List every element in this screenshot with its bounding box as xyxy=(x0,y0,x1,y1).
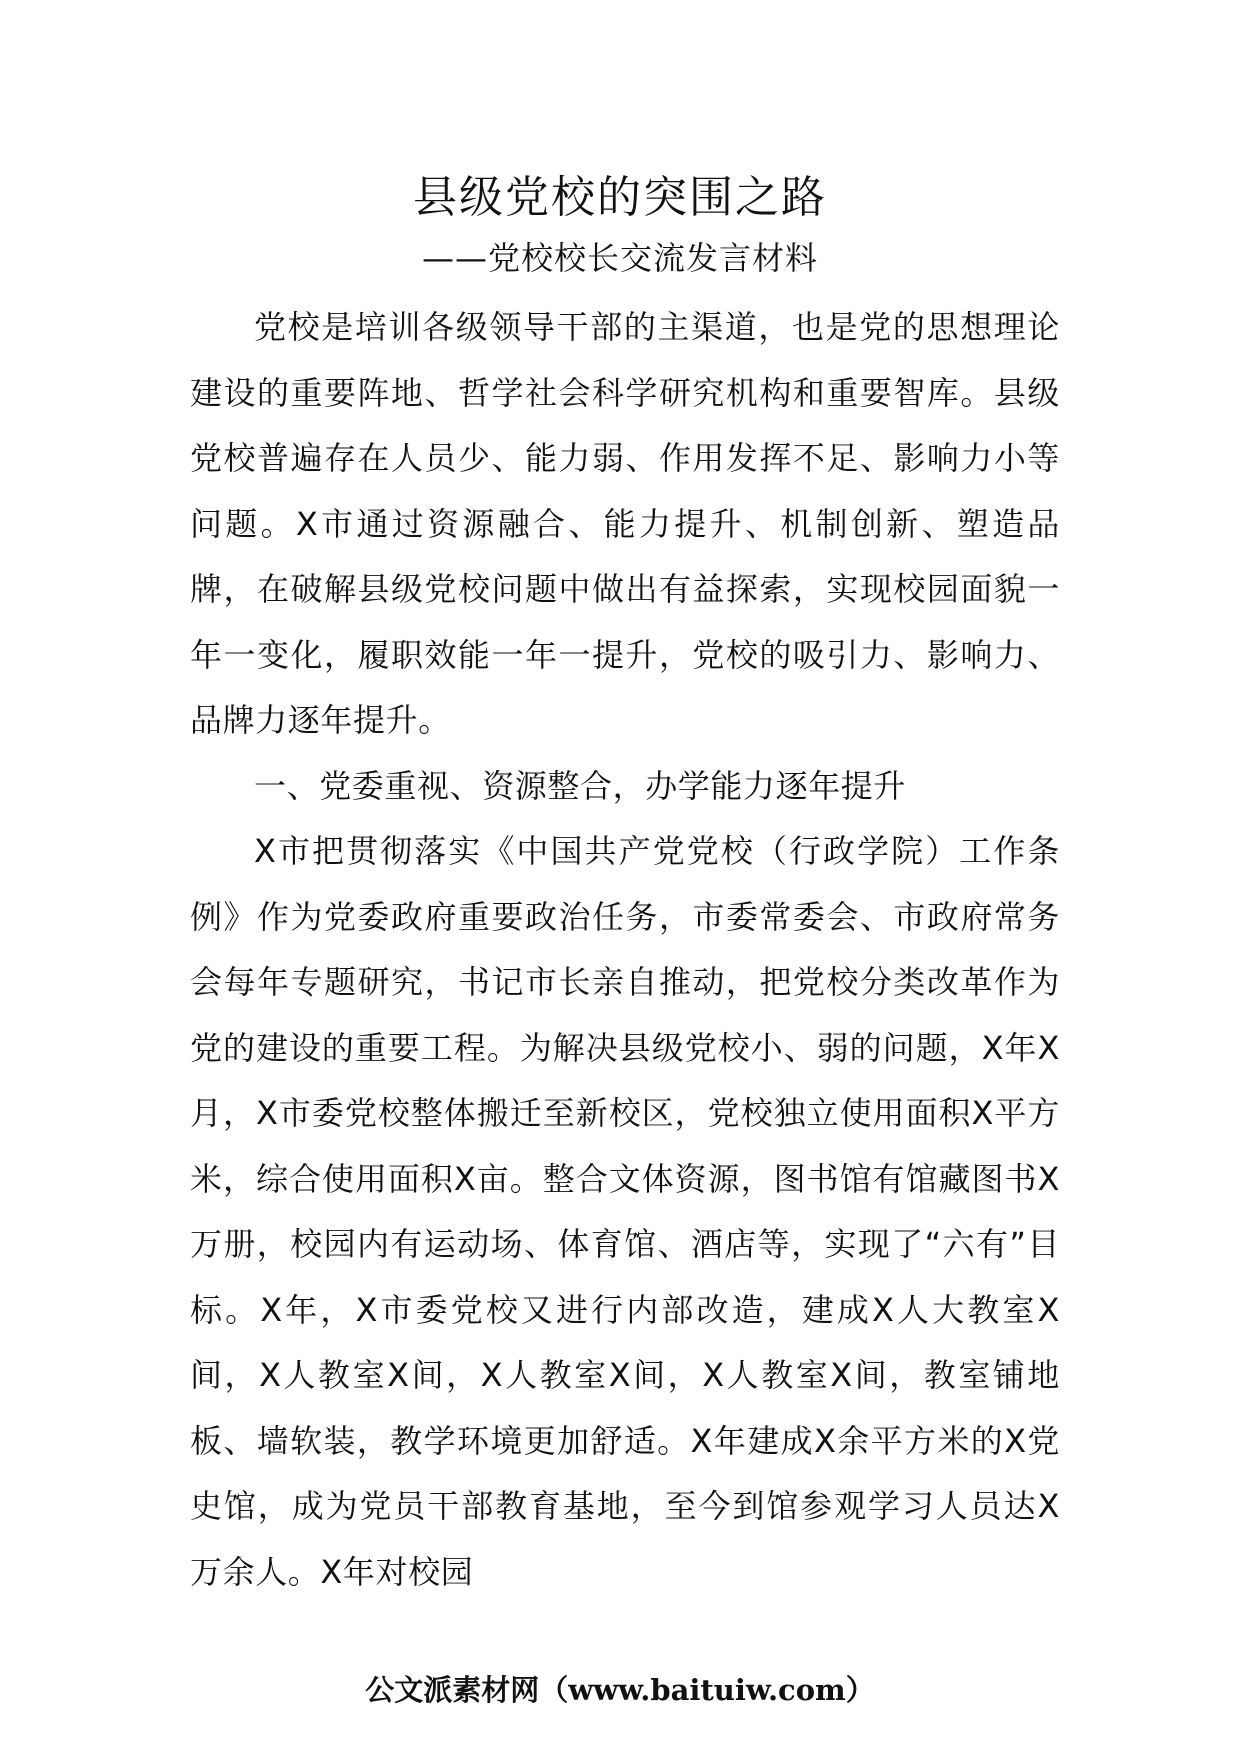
document-subtitle: ——党校校长交流发言材料 xyxy=(421,239,818,277)
footer-watermark: 公文派素材网（www.baituiw.com） xyxy=(365,1673,875,1707)
section-heading-1: 一、党委重视、资源整合，办学能力逐年提升 xyxy=(254,766,907,805)
document-body xyxy=(190,295,1060,1605)
paragraph-intro: 党校是培训各级领导干部的主渠道，也是党的思想理论建设的重要阵地、哲学社会科学研究机构和重要智库。县级党校普遍存在人员少、能力弱、作用发挥不足、影响力小等问题。X市通过资源融合、能力提升、机制创新、塑造品牌，在破解县级党校问题中做出有益探索，实现校园面貌一年一变化，履职效能一年一提升，党校的吸引力、影响力、品牌力逐年提升。 xyxy=(190,308,1060,739)
document-title: 县级党校的突围之路 xyxy=(413,172,827,223)
paragraph-section-1: X市把贯彻落实《中国共产党党校（行政学院）工作条例》作为党委政府重要政治任务，市委常委会、市政府常务会每年专题研究，书记市长亲自推动，把党校分类改革作为党的建设的重要工程。为解决县级党校小、弱的问题，X年X月，X市委党校整体搬迁至新校区，党校独立使用面积X平方米，综合使用面积X亩。整合文体资源，图书馆有馆藏图书X万册，校园内有运动场、体育馆、酒店等，实现了“六有”目标。X年，X市委党校又进行内部改造，建成X人大教室X间，X人教室X间，X人教室X间，X人教室X间，教室铺地板、墙软装，教学环境更加舒适。X年建成X余平方米的X党史馆，成为党员干部教育基地，至今到馆参观学习人员达X万余人。X年对校园 xyxy=(190,832,1060,1591)
